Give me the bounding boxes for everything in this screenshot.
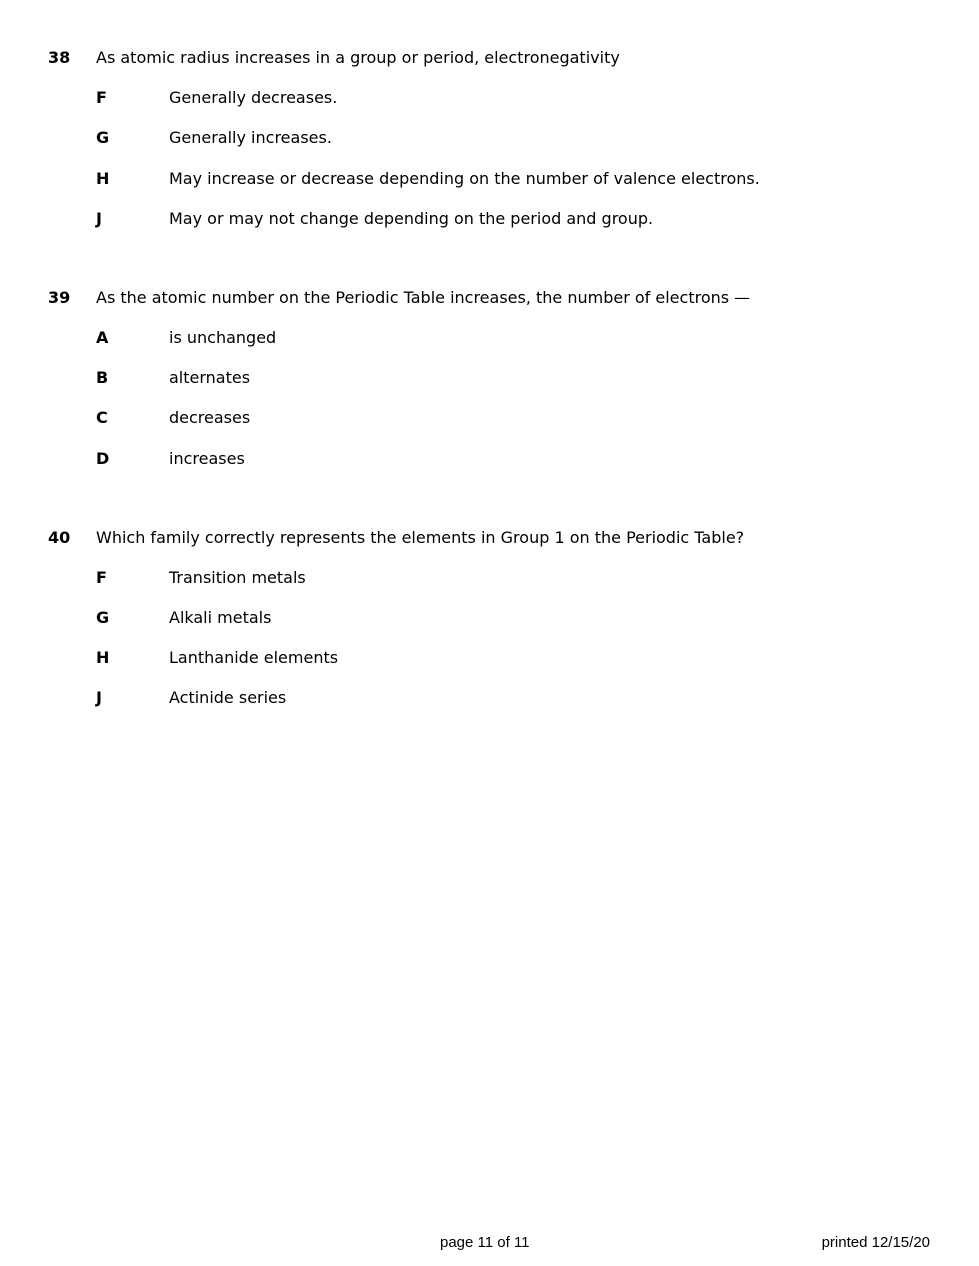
answer-choice[interactable] xyxy=(0,88,979,108)
answer-choice[interactable] xyxy=(0,128,979,148)
choice-letter: G xyxy=(96,128,110,147)
answer-choice[interactable] xyxy=(0,568,979,588)
answer-choice[interactable] xyxy=(0,408,979,428)
answer-choice[interactable] xyxy=(0,328,979,348)
answer-choice[interactable] xyxy=(0,608,979,628)
answer-choice[interactable] xyxy=(0,209,979,229)
answer-choice[interactable] xyxy=(0,449,979,469)
choice-letter: B xyxy=(96,368,109,387)
question-text: Which family correctly represents the elements in Group 1 on the Periodic Table? xyxy=(96,528,745,547)
choice-text: Lanthanide elements xyxy=(169,648,339,667)
answer-choice[interactable] xyxy=(0,688,979,708)
choice-text: May increase or decrease depending on the number of valence electrons. xyxy=(169,169,760,188)
question-number: 40 xyxy=(48,528,71,547)
choice-text: Generally decreases. xyxy=(169,88,338,107)
choice-letter: C xyxy=(96,408,108,427)
choice-text: alternates xyxy=(169,368,251,387)
choice-letter: G xyxy=(96,608,110,627)
answer-choice[interactable] xyxy=(0,169,979,189)
choice-letter: F xyxy=(96,568,107,587)
choice-text: Actinide series xyxy=(169,688,287,707)
question-text: As atomic radius increases in a group or period, electronegativity xyxy=(96,48,620,67)
printed-date: printed 12/15/20 xyxy=(821,1234,930,1251)
question-number: 39 xyxy=(48,288,71,307)
choice-letter: F xyxy=(96,88,107,107)
question-text: As the atomic number on the Periodic Table increases, the number of electrons — xyxy=(96,288,751,307)
choice-letter: H xyxy=(96,169,110,188)
choice-text: Transition metals xyxy=(169,568,306,587)
choice-letter: J xyxy=(96,209,102,228)
choice-letter: H xyxy=(96,648,110,667)
answer-choice[interactable] xyxy=(0,648,979,668)
choice-text: Generally increases. xyxy=(169,128,332,147)
choice-text: decreases xyxy=(169,408,251,427)
choice-text: is unchanged xyxy=(169,328,277,347)
choice-text: increases xyxy=(169,449,245,468)
choice-letter: D xyxy=(96,449,110,468)
choice-text: May or may not change depending on the period and group. xyxy=(169,209,654,228)
choice-letter: A xyxy=(96,328,109,347)
choice-letter: J xyxy=(96,688,102,707)
question-number: 38 xyxy=(48,48,71,67)
choice-text: Alkali metals xyxy=(169,608,272,627)
page-number: page 11 of 11 xyxy=(440,1234,530,1251)
answer-choice[interactable] xyxy=(0,368,979,388)
